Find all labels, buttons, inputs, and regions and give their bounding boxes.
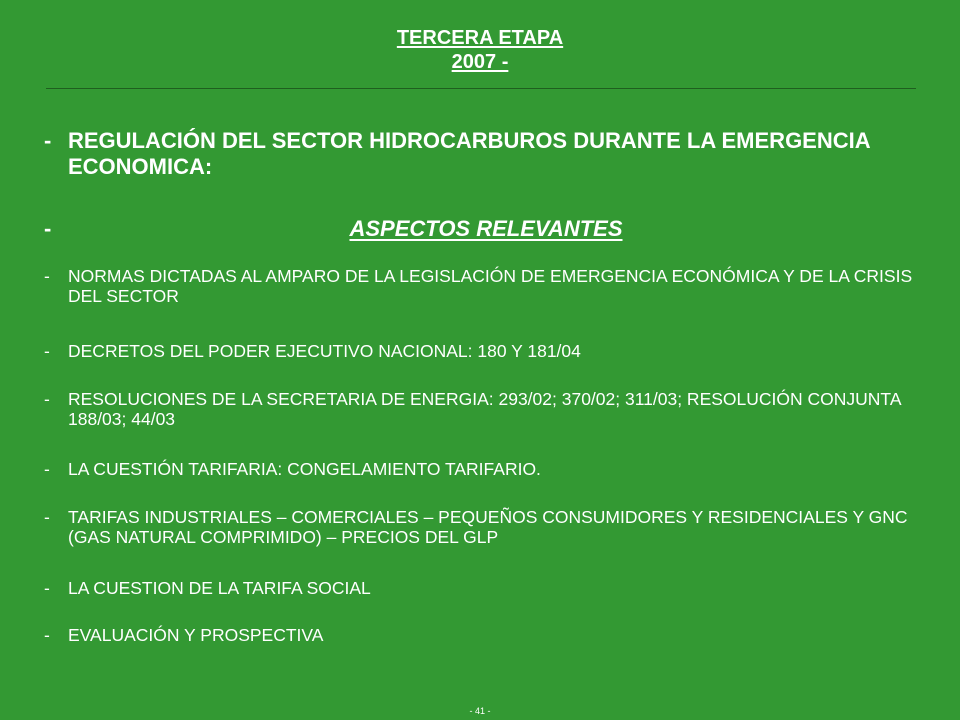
- list-item-text: RESOLUCIONES DE LA SECRETARIA DE ENERGIA: 293/02; 370/02; 311/03; RESOLUCIÓN CONJUNTA 188/03; 44/03: [68, 389, 901, 429]
- slide-title-line2: 2007 -: [451, 51, 509, 73]
- list-item: [44, 341, 914, 361]
- list-item-text: TARIFAS INDUSTRIALES – COMERCIALES – PEQUEÑOS CONSUMIDORES Y RESIDENCIALES Y GNC (GAS NATURAL COMPRIMIDO) – PRECIOS DEL GLP: [68, 507, 908, 547]
- bullet-dash: -: [44, 625, 50, 645]
- bullet-dash: -: [44, 389, 50, 409]
- list-item: [44, 266, 914, 306]
- bullet-dash: -: [44, 128, 52, 153]
- bullet-dash: -: [44, 341, 50, 361]
- list-item-text: EVALUACIÓN Y PROSPECTIVA: [68, 625, 324, 645]
- main-heading-bullet: [44, 128, 914, 180]
- list-item-text: NORMAS DICTADAS AL AMPARO DE LA LEGISLACIÓN DE EMERGENCIA ECONÓMICA Y DE LA CRISIS DEL SECTOR: [68, 266, 913, 306]
- aspectos-heading-text: ASPECTOS RELEVANTES: [349, 216, 623, 241]
- list-item-text: LA CUESTION DE LA TARIFA SOCIAL: [68, 578, 371, 598]
- main-heading-text: REGULACIÓN DEL SECTOR HIDROCARBUROS DURANTE LA EMERGENCIA ECONOMICA:: [68, 128, 870, 179]
- list-item-text: LA CUESTIÓN TARIFARIA: CONGELAMIENTO TARIFARIO.: [68, 459, 541, 479]
- list-item: [44, 625, 914, 645]
- aspectos-heading-bullet: [44, 216, 914, 242]
- bullet-dash: -: [44, 578, 50, 598]
- bullet-dash: -: [44, 459, 50, 479]
- list-item: [44, 507, 914, 547]
- list-item: [44, 389, 914, 429]
- slide-title-line1: TERCERA ETAPA: [396, 27, 564, 49]
- header-divider: [46, 88, 916, 89]
- list-item: [44, 459, 914, 479]
- list-item: [44, 578, 914, 598]
- bullet-dash: -: [44, 216, 52, 241]
- page-number: - 41 -: [469, 706, 491, 716]
- list-item-text: DECRETOS DEL PODER EJECUTIVO NACIONAL: 180 Y 181/04: [68, 341, 581, 361]
- slide-title: [0, 26, 960, 74]
- bullet-dash: -: [44, 507, 50, 527]
- bullet-dash: -: [44, 266, 50, 286]
